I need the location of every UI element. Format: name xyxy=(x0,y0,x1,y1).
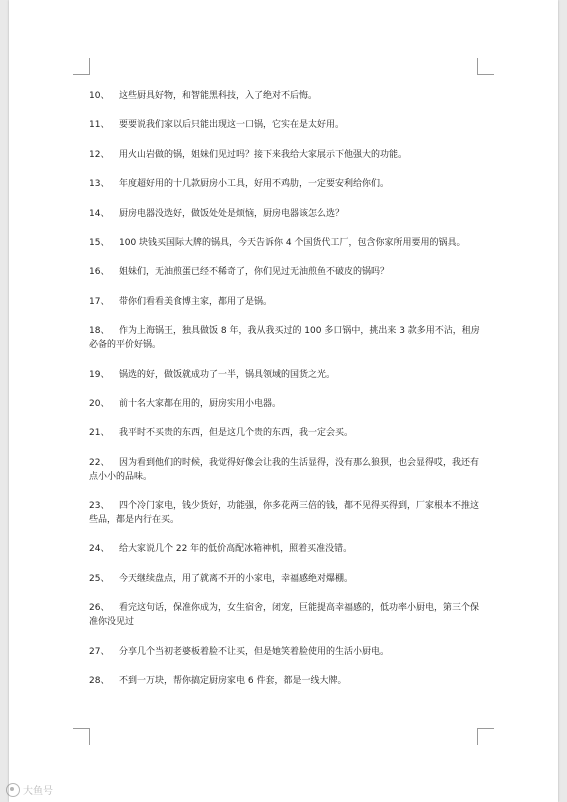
item-number: 19、 xyxy=(89,369,110,380)
item-number: 24、 xyxy=(89,544,110,555)
item-text: 这些厨具好物，和智能黑科技，入了绝对不后悔。 xyxy=(119,91,318,101)
item-number: 27、 xyxy=(89,646,110,657)
watermark-text: 大鱼号 xyxy=(23,786,53,797)
list-item xyxy=(89,324,485,352)
item-text: 四个冷门家电，钱少货好，功能强，你多花两三倍的钱，都不见得买得到，厂家根本不推这些品，都是内行在买。 xyxy=(89,501,480,526)
list-item xyxy=(89,426,485,440)
item-number: 11、 xyxy=(89,120,110,131)
crop-mark-bottom-right xyxy=(477,728,494,745)
list-item xyxy=(89,118,485,132)
list-item xyxy=(89,397,485,411)
item-text: 厨房电器没选好，做饭处处是烦恼，厨房电器该怎么选？ xyxy=(119,208,345,219)
item-text: 用火山岩做的锅，姐妹们见过吗？接下来我给大家展示下他强大的功能。 xyxy=(119,149,408,160)
list-item xyxy=(89,265,485,279)
list-item xyxy=(89,572,485,586)
list-item xyxy=(89,89,485,103)
item-number: 15、 xyxy=(89,237,110,248)
item-text: 带你们看看美食博主家，都用了是锅。 xyxy=(119,296,273,307)
list-item xyxy=(89,207,485,221)
item-number: 25、 xyxy=(89,573,110,584)
list-item xyxy=(89,456,485,484)
item-number: 20、 xyxy=(89,398,110,409)
document-page xyxy=(9,0,558,802)
item-text: 前十名大家都在用的，厨房实用小电器。 xyxy=(119,398,282,409)
watermark-logo-icon xyxy=(6,783,20,797)
item-number: 18、 xyxy=(89,326,110,337)
item-number: 13、 xyxy=(89,179,110,190)
crop-mark-top-left xyxy=(73,58,90,75)
item-text: 100 块钱买国际大牌的锅具，今天告诉你 4 个国货代工厂，包含你家所用要用的锅具。 xyxy=(119,237,466,248)
watermark xyxy=(6,782,53,797)
item-text: 我平时不买贵的东西，但是这几个贵的东西，我一定会买。 xyxy=(119,428,354,439)
item-text: 分享几个当初老婆板着脸不让买，但是她笑着脸使用的生活小厨电。 xyxy=(119,646,390,657)
list-item xyxy=(89,295,485,309)
item-text: 不到一万块，帮你搞定厨房家电 6 件套，都是一线大牌。 xyxy=(119,676,347,687)
list-item xyxy=(89,542,485,556)
numbered-list xyxy=(89,89,485,703)
list-item xyxy=(89,601,485,629)
item-number: 14、 xyxy=(89,208,110,219)
crop-mark-bottom-left xyxy=(73,728,90,745)
item-number: 26、 xyxy=(89,603,110,614)
list-item xyxy=(89,177,485,191)
item-text: 要要说我们家以后只能出现这一口锅，它实在是太好用。 xyxy=(119,120,345,131)
item-text: 锅选的好，做饭就成功了一半，锅具领域的国货之光。 xyxy=(119,369,336,380)
item-number: 16、 xyxy=(89,267,110,278)
item-number: 28、 xyxy=(89,676,110,687)
item-text: 因为看到他们的时候，我觉得好像会让我的生活显得，没有那么狼狈，也会显得哎，我还有点小小的品味。 xyxy=(89,457,480,482)
list-item xyxy=(89,674,485,688)
item-text: 看完这句话，保准你成为，女生宿舍，闭宠，巨能提高幸福感的，低功率小厨电，第三个保准你没见过 xyxy=(89,603,480,628)
list-item xyxy=(89,368,485,382)
item-text: 给大家说几个 22 年的低价高配冰箱神机，照着买准没错。 xyxy=(119,544,353,555)
item-number: 22、 xyxy=(89,457,110,468)
item-text: 姐妹们，无油煎蛋已经不稀奇了，你们见过无油煎鱼不破皮的锅吗？ xyxy=(119,267,390,278)
item-number: 21、 xyxy=(89,428,110,439)
item-text: 今天继续盘点，用了就离不开的小家电，幸福感绝对爆棚。 xyxy=(119,573,354,584)
list-item xyxy=(89,148,485,162)
item-text: 作为上海锅王，独具做饭 8 年，我从我买过的 100 多口锅中，挑出来 3 款多用不沾，租房必备的平价好锅。 xyxy=(89,326,480,351)
item-number: 23、 xyxy=(89,501,110,512)
item-number: 17、 xyxy=(89,296,110,307)
item-text: 年度超好用的十几款厨房小工具，好用不鸡肋，一定要安利给你们。 xyxy=(119,179,390,190)
item-number: 12、 xyxy=(89,149,110,160)
list-item xyxy=(89,645,485,659)
list-item xyxy=(89,236,485,250)
item-number: 10、 xyxy=(89,91,110,101)
list-item xyxy=(89,499,485,527)
crop-mark-top-right xyxy=(477,58,494,75)
